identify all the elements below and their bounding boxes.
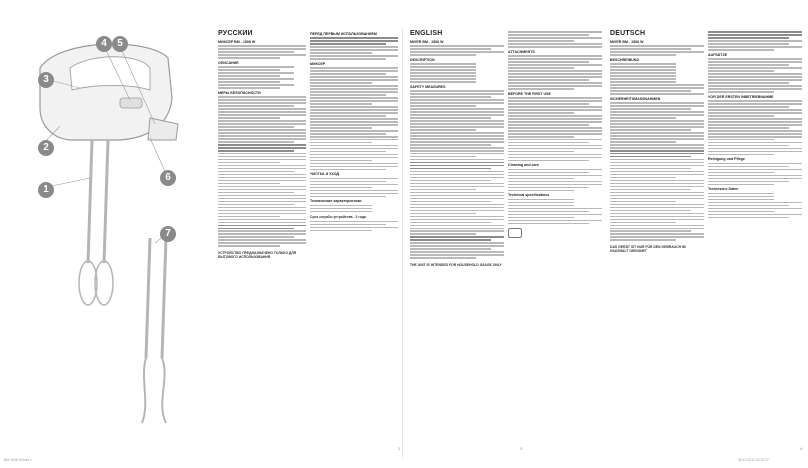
spread-fold	[402, 28, 403, 458]
deutsch-attachments-heading: AUFSÄTZE	[708, 52, 728, 57]
mixer-illustration	[0, 28, 206, 448]
english-footer: THE UNIT IS INTENDED FOR HOUSEHOLD USAGE ONLY	[410, 262, 502, 267]
print-slug-left: BM-1508 W.indd 1	[4, 458, 32, 462]
deutsch-safety-heading: SICHERHEITSMASSNAHMEN	[610, 96, 661, 101]
deutsch-cont-column	[708, 30, 802, 450]
russian-safety-heading: МЕРЫ БЕЗОПАСНОСТИ	[218, 90, 261, 95]
callout-4: 4	[96, 36, 112, 52]
deutsch-column	[610, 30, 704, 450]
deutsch-model: MIXER BM - 1508 W	[610, 40, 644, 44]
deutsch-cleaning-heading: Reinigung und Pflege	[708, 157, 745, 162]
russian-description-heading: ОПИСАНИЕ	[218, 60, 239, 65]
english-attachments-heading: ATTACHMENTS	[508, 49, 535, 54]
page-number-ru: 2	[398, 446, 401, 451]
deutsch-before-heading: VOR DER ERSTEN INBETRIEBNAHME	[708, 94, 774, 99]
print-slug-right: 08.12.2011 16:29:27	[738, 458, 769, 462]
russian-model: МИКСЕР BM - 1508 W	[218, 40, 256, 44]
recycling-logo	[508, 228, 522, 238]
english-column	[410, 30, 504, 450]
russian-specs-heading: Технические характеристики	[310, 199, 362, 204]
russian-cleaning-heading: ЧИСТКА И УХОД	[310, 172, 340, 177]
page-number-de: 4	[800, 446, 803, 451]
callout-2: 2	[38, 140, 54, 156]
russian-title: РУССКИЙ	[218, 30, 253, 37]
english-description-heading: DESCRIPTION	[410, 57, 435, 62]
mixer-drawing	[0, 28, 206, 448]
english-model: MIXER BM - 1508 W	[410, 40, 444, 44]
callout-3: 3	[38, 72, 54, 88]
deutsch-title: DEUTSCH	[610, 30, 646, 37]
callout-6: 6	[160, 170, 176, 186]
russian-footer: УСТРОЙСТВО ПРЕДНАЗНАЧЕНО ТОЛЬКО ДЛЯ БЫТОВОГО ИСПОЛЬЗОВАНИЯ	[218, 251, 297, 260]
russian-warranty: Срок службы устройства - 3 года	[310, 215, 366, 220]
english-cleaning-heading: Cleaning and care	[508, 163, 539, 168]
callout-5: 5	[112, 36, 128, 52]
deutsch-footer: DAS GERÄT IST NUR FÜR DEN GEBRAUCH IM HAUSHALT GEEIGNET	[610, 245, 686, 254]
english-title: ENGLISH	[410, 30, 443, 37]
page-number-en: 3	[520, 446, 523, 451]
english-cont-column	[508, 30, 602, 450]
russian-cont-column	[310, 30, 401, 451]
deutsch-description-heading: BESCHREIBUNG	[610, 57, 640, 62]
deutsch-specs-heading: Technische Daten	[708, 187, 739, 192]
english-safety-heading: SAFETY MEASURES	[410, 84, 446, 89]
russian-mixer-heading: МИКСЕР	[310, 61, 326, 66]
english-before-heading: BEFORE THE FIRST USE	[508, 91, 551, 96]
english-specs-heading: Technical specifications	[508, 193, 550, 198]
callout-1: 1	[38, 182, 54, 198]
russian-column	[218, 30, 306, 450]
callout-7: 7	[160, 226, 176, 242]
russian-before-heading: ПЕРЕД ПЕРВЫМ ИСПОЛЬЗОВАНИЕМ	[310, 32, 377, 36]
